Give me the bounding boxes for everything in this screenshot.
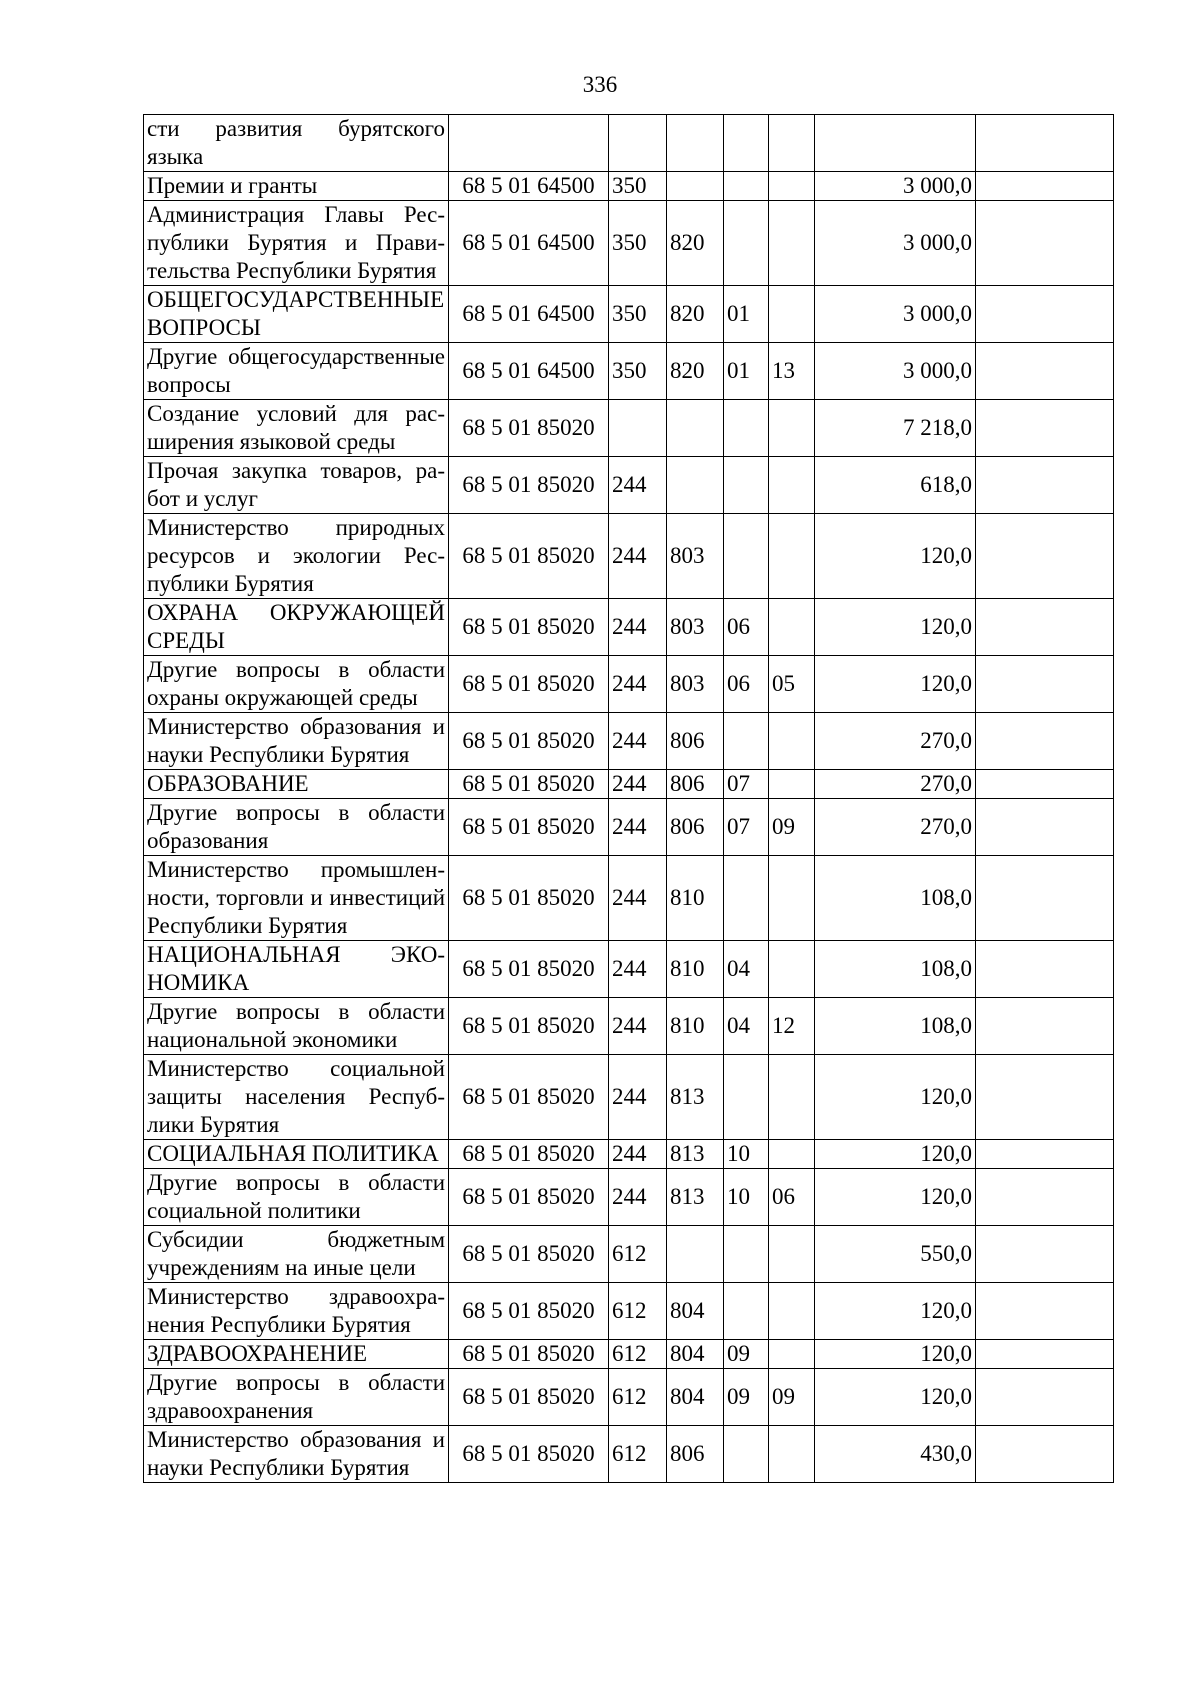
row-subsection: 09	[769, 799, 815, 856]
row-name: Другие вопросы в области образования	[144, 799, 449, 856]
table-row	[144, 514, 1114, 599]
row-section	[724, 1226, 769, 1283]
row-expense-type: 244	[609, 998, 667, 1055]
row-empty-cell	[976, 1169, 1114, 1226]
row-expense-type: 612	[609, 1226, 667, 1283]
table-row	[144, 713, 1114, 770]
row-empty-cell	[976, 457, 1114, 514]
row-amount: 108,0	[815, 856, 976, 941]
row-name: ЗДРАВООХРАНЕНИЕ	[144, 1340, 449, 1369]
row-empty-cell	[976, 799, 1114, 856]
row-empty-cell	[976, 998, 1114, 1055]
row-amount: 108,0	[815, 941, 976, 998]
row-section	[724, 400, 769, 457]
row-section: 07	[724, 799, 769, 856]
table-row	[144, 1226, 1114, 1283]
row-subsection: 06	[769, 1169, 815, 1226]
row-subsection	[769, 172, 815, 201]
row-amount: 618,0	[815, 457, 976, 514]
row-subsection	[769, 941, 815, 998]
table-row	[144, 799, 1114, 856]
row-target-code: 68 5 01 85020	[449, 1369, 609, 1426]
row-section: 09	[724, 1340, 769, 1369]
row-target-code: 68 5 01 85020	[449, 599, 609, 656]
row-expense-type: 350	[609, 172, 667, 201]
page-number: 336	[582, 72, 618, 97]
row-section: 06	[724, 599, 769, 656]
row-section	[724, 457, 769, 514]
row-name: Другие вопросы в области здравоохранения	[144, 1369, 449, 1426]
row-target-code: 68 5 01 85020	[449, 856, 609, 941]
row-empty-cell	[976, 713, 1114, 770]
row-section	[724, 514, 769, 599]
row-empty-cell	[976, 1426, 1114, 1483]
row-empty-cell	[976, 201, 1114, 286]
row-amount: 7 218,0	[815, 400, 976, 457]
table-row	[144, 1169, 1114, 1226]
row-subsection: 12	[769, 998, 815, 1055]
row-amount: 120,0	[815, 514, 976, 599]
row-amount: 120,0	[815, 1369, 976, 1426]
row-subsection: 05	[769, 656, 815, 713]
row-name: Прочая закупка товаров, работ и услуг	[144, 457, 449, 514]
row-amount: 270,0	[815, 713, 976, 770]
row-target-code: 68 5 01 64500	[449, 172, 609, 201]
table-row	[144, 941, 1114, 998]
row-expense-type: 350	[609, 286, 667, 343]
budget-table	[143, 114, 1114, 1483]
row-target-code: 68 5 01 85020	[449, 770, 609, 799]
row-empty-cell	[976, 941, 1114, 998]
row-empty-cell	[976, 343, 1114, 400]
row-amount: 120,0	[815, 656, 976, 713]
row-target-code: 68 5 01 85020	[449, 941, 609, 998]
row-expense-type: 612	[609, 1340, 667, 1369]
row-amount: 3 000,0	[815, 172, 976, 201]
row-target-code: 68 5 01 85020	[449, 1226, 609, 1283]
row-empty-cell	[976, 172, 1114, 201]
row-subsection	[769, 1426, 815, 1483]
row-name: Министерство образования и науки Республики Бурятия	[144, 713, 449, 770]
row-ministry-code: 810	[667, 856, 724, 941]
row-name: Другие вопросы в области охраны окружающей среды	[144, 656, 449, 713]
row-subsection	[769, 201, 815, 286]
row-target-code: 68 5 01 85020	[449, 514, 609, 599]
row-subsection	[769, 713, 815, 770]
row-expense-type: 350	[609, 201, 667, 286]
row-ministry-code: 803	[667, 656, 724, 713]
row-section	[724, 1283, 769, 1340]
row-subsection	[769, 286, 815, 343]
row-amount: 3 000,0	[815, 201, 976, 286]
table-row	[144, 856, 1114, 941]
row-section: 01	[724, 286, 769, 343]
row-target-code: 68 5 01 85020	[449, 656, 609, 713]
row-section	[724, 1055, 769, 1140]
row-name: Субсидии бюджетным учреждениям на иные цели	[144, 1226, 449, 1283]
row-subsection	[769, 457, 815, 514]
table-row	[144, 115, 1114, 172]
row-amount	[815, 115, 976, 172]
row-subsection: 09	[769, 1369, 815, 1426]
row-ministry-code: 820	[667, 286, 724, 343]
row-expense-type: 244	[609, 656, 667, 713]
row-expense-type: 244	[609, 457, 667, 514]
row-expense-type: 244	[609, 799, 667, 856]
row-empty-cell	[976, 115, 1114, 172]
row-name: Другие вопросы в области национальной экономики	[144, 998, 449, 1055]
row-ministry-code: 804	[667, 1283, 724, 1340]
row-amount: 120,0	[815, 1140, 976, 1169]
row-target-code: 68 5 01 85020	[449, 400, 609, 457]
row-expense-type	[609, 115, 667, 172]
row-ministry-code: 813	[667, 1140, 724, 1169]
row-subsection	[769, 514, 815, 599]
row-subsection	[769, 1140, 815, 1169]
row-name: ОБЩЕГОСУДАРСТВЕННЫЕ ВОПРОСЫ	[144, 286, 449, 343]
row-name: НАЦИОНАЛЬНАЯ ЭКОНОМИКА	[144, 941, 449, 998]
row-name: ОБРАЗОВАНИЕ	[144, 770, 449, 799]
table-row	[144, 770, 1114, 799]
row-empty-cell	[976, 1369, 1114, 1426]
row-section	[724, 172, 769, 201]
row-ministry-code: 806	[667, 770, 724, 799]
row-ministry-code	[667, 400, 724, 457]
row-amount: 120,0	[815, 599, 976, 656]
row-empty-cell	[976, 514, 1114, 599]
table-row	[144, 1283, 1114, 1340]
row-empty-cell	[976, 856, 1114, 941]
row-ministry-code	[667, 457, 724, 514]
row-section: 09	[724, 1369, 769, 1426]
table-row	[144, 457, 1114, 514]
table-row	[144, 599, 1114, 656]
row-target-code: 68 5 01 85020	[449, 713, 609, 770]
row-subsection	[769, 400, 815, 457]
row-expense-type: 612	[609, 1369, 667, 1426]
row-target-code: 68 5 01 85020	[449, 799, 609, 856]
row-subsection	[769, 599, 815, 656]
row-empty-cell	[976, 1055, 1114, 1140]
row-amount: 120,0	[815, 1340, 976, 1369]
table-row	[144, 1055, 1114, 1140]
row-expense-type: 612	[609, 1426, 667, 1483]
table-row	[144, 1369, 1114, 1426]
row-target-code: 68 5 01 64500	[449, 201, 609, 286]
row-target-code: 68 5 01 85020	[449, 1426, 609, 1483]
row-target-code: 68 5 01 64500	[449, 343, 609, 400]
row-target-code: 68 5 01 85020	[449, 998, 609, 1055]
row-empty-cell	[976, 770, 1114, 799]
table-row	[144, 998, 1114, 1055]
row-expense-type: 244	[609, 599, 667, 656]
row-amount: 270,0	[815, 770, 976, 799]
row-section: 04	[724, 941, 769, 998]
row-target-code: 68 5 01 85020	[449, 457, 609, 514]
row-ministry-code: 810	[667, 998, 724, 1055]
row-amount: 108,0	[815, 998, 976, 1055]
row-ministry-code: 806	[667, 713, 724, 770]
row-name: ОХРАНА ОКРУЖАЮЩЕЙ СРЕДЫ	[144, 599, 449, 656]
row-ministry-code	[667, 172, 724, 201]
row-ministry-code	[667, 1226, 724, 1283]
row-target-code: 68 5 01 85020	[449, 1169, 609, 1226]
row-section: 01	[724, 343, 769, 400]
row-amount: 120,0	[815, 1055, 976, 1140]
row-section: 04	[724, 998, 769, 1055]
row-subsection	[769, 1226, 815, 1283]
row-ministry-code: 820	[667, 343, 724, 400]
row-amount: 120,0	[815, 1169, 976, 1226]
row-empty-cell	[976, 599, 1114, 656]
row-name: Премии и гранты	[144, 172, 449, 201]
row-section: 07	[724, 770, 769, 799]
row-expense-type: 244	[609, 1169, 667, 1226]
row-ministry-code: 813	[667, 1169, 724, 1226]
row-target-code: 68 5 01 85020	[449, 1140, 609, 1169]
row-expense-type: 244	[609, 1140, 667, 1169]
row-ministry-code: 804	[667, 1369, 724, 1426]
row-ministry-code: 806	[667, 1426, 724, 1483]
row-expense-type: 350	[609, 343, 667, 400]
row-ministry-code: 806	[667, 799, 724, 856]
row-section	[724, 115, 769, 172]
row-subsection	[769, 115, 815, 172]
row-amount: 120,0	[815, 1283, 976, 1340]
row-name: Администрация Главы Республики Бурятия и Правительства Республики Бурятия	[144, 201, 449, 286]
row-expense-type: 244	[609, 713, 667, 770]
table-row	[144, 656, 1114, 713]
row-amount: 430,0	[815, 1426, 976, 1483]
row-expense-type: 244	[609, 856, 667, 941]
row-subsection	[769, 1340, 815, 1369]
row-subsection	[769, 1055, 815, 1140]
row-name: Министерство здравоохранения Республики Бурятия	[144, 1283, 449, 1340]
row-expense-type: 244	[609, 514, 667, 599]
row-ministry-code: 803	[667, 514, 724, 599]
row-section	[724, 856, 769, 941]
row-ministry-code	[667, 115, 724, 172]
row-name: Другие общегосударственные вопросы	[144, 343, 449, 400]
row-ministry-code: 804	[667, 1340, 724, 1369]
table-row	[144, 286, 1114, 343]
row-empty-cell	[976, 1140, 1114, 1169]
table-row	[144, 400, 1114, 457]
row-expense-type: 244	[609, 941, 667, 998]
row-name: сти развития бурятского языка	[144, 115, 449, 172]
row-empty-cell	[976, 1283, 1114, 1340]
row-expense-type: 244	[609, 1055, 667, 1140]
row-amount: 3 000,0	[815, 286, 976, 343]
row-target-code: 68 5 01 85020	[449, 1340, 609, 1369]
table-row	[144, 1140, 1114, 1169]
row-amount: 3 000,0	[815, 343, 976, 400]
row-empty-cell	[976, 656, 1114, 713]
row-empty-cell	[976, 1340, 1114, 1369]
row-amount: 270,0	[815, 799, 976, 856]
row-expense-type	[609, 400, 667, 457]
row-expense-type: 244	[609, 770, 667, 799]
table-row	[144, 1340, 1114, 1369]
row-section	[724, 1426, 769, 1483]
row-name: Создание условий для расширения языковой среды	[144, 400, 449, 457]
row-ministry-code: 803	[667, 599, 724, 656]
row-section	[724, 713, 769, 770]
table-row	[144, 1426, 1114, 1483]
row-section: 06	[724, 656, 769, 713]
row-name: Министерство образования и науки Республики Бурятия	[144, 1426, 449, 1483]
table-row	[144, 343, 1114, 400]
row-ministry-code: 813	[667, 1055, 724, 1140]
row-section: 10	[724, 1140, 769, 1169]
row-target-code: 68 5 01 85020	[449, 1283, 609, 1340]
row-amount: 550,0	[815, 1226, 976, 1283]
row-section	[724, 201, 769, 286]
row-name: Другие вопросы в области социальной политики	[144, 1169, 449, 1226]
table-row	[144, 172, 1114, 201]
row-name: Министерство природных ресурсов и экологии Республики Бурятия	[144, 514, 449, 599]
row-ministry-code: 820	[667, 201, 724, 286]
row-subsection	[769, 1283, 815, 1340]
row-empty-cell	[976, 286, 1114, 343]
row-target-code: 68 5 01 64500	[449, 286, 609, 343]
row-subsection	[769, 856, 815, 941]
row-name: Министерство промышленности, торговли и инвестиций Республики Бурятия	[144, 856, 449, 941]
row-empty-cell	[976, 400, 1114, 457]
table-row	[144, 201, 1114, 286]
row-subsection: 13	[769, 343, 815, 400]
row-target-code	[449, 115, 609, 172]
row-empty-cell	[976, 1226, 1114, 1283]
row-target-code: 68 5 01 85020	[449, 1055, 609, 1140]
row-name: СОЦИАЛЬНАЯ ПОЛИТИКА	[144, 1140, 449, 1169]
row-subsection	[769, 770, 815, 799]
row-name: Министерство социальной защиты населения Республики Бурятия	[144, 1055, 449, 1140]
row-ministry-code: 810	[667, 941, 724, 998]
row-section: 10	[724, 1169, 769, 1226]
row-expense-type: 612	[609, 1283, 667, 1340]
